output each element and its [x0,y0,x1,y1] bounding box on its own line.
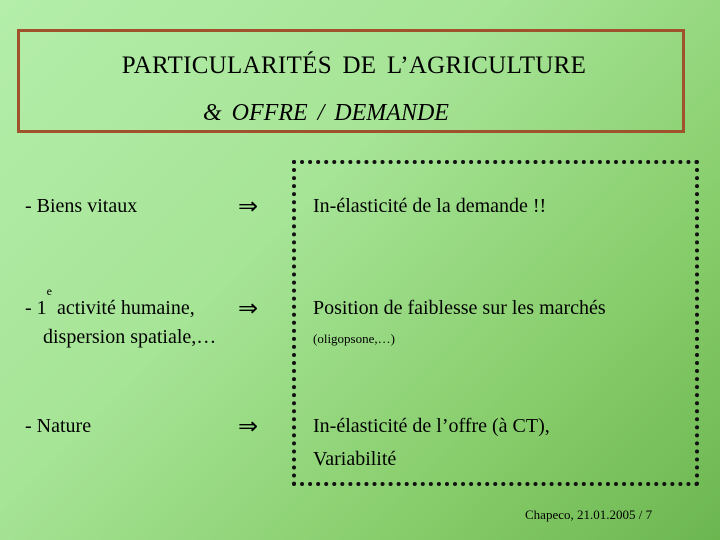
row-2-cause-line2: dispersion spatiale,… [43,326,217,348]
row-3-cause: - Nature [25,415,92,437]
row-3-consequence-line2: Variabilité [313,448,397,470]
implies-arrow-icon: ⇒ [238,294,259,322]
row-3-consequence: In-élasticité de l’offre (à CT), [313,415,550,437]
row-2-consequence-note: (oligopsone,…) [313,331,395,346]
row-1-consequence: In-élasticité de la demande !! [313,195,547,217]
title-box [17,29,685,133]
slide-footer: Chapeco, 21.01.2005 / 7 [525,507,653,522]
implies-arrow-icon: ⇒ [238,412,259,440]
row-2-cause: - 1e activité humaine, [25,284,195,319]
slide-subtitle: & OFFRE / DEMANDE [203,100,449,126]
implies-arrow-icon: ⇒ [238,192,259,220]
row-1-cause: - Biens vitaux [25,195,138,217]
row-2-consequence: Position de faiblesse sur les marchés [313,297,606,319]
slide-title: PARTICULARITÉS DE L’AGRICULTURE [121,52,587,79]
